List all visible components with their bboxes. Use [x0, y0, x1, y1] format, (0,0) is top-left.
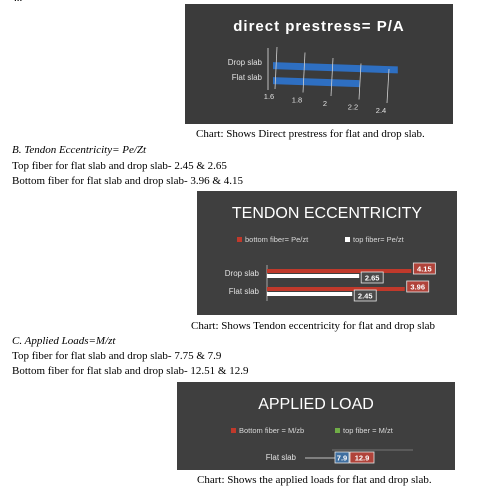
- legend-swatch: [231, 428, 236, 433]
- bar-drop-slab-bottom: [267, 269, 411, 273]
- legend-swatch: [345, 237, 350, 242]
- legend-label: top fiber= Pe/zt: [353, 235, 404, 244]
- section-c-heading: C. Applied Loads=M/zt: [12, 335, 116, 347]
- tendon-eccentricity-chart: [197, 191, 457, 315]
- section-b-line2: Bottom fiber for flat slab and drop slab- 3.96 & 4.15: [12, 175, 243, 187]
- data-label: 2.45: [357, 291, 373, 301]
- cut-off-text: [0, 0, 180, 6]
- bar-flat-slab-top: [267, 292, 352, 296]
- tick-label: 1.6: [263, 92, 275, 101]
- data-label: 4.15: [417, 264, 432, 274]
- bar-drop-slab-top: [267, 274, 359, 278]
- category-label: Flat slab: [228, 287, 259, 296]
- data-label: 2.65: [364, 273, 380, 283]
- legend-label: bottom fiber= Pe/zt: [245, 235, 309, 244]
- tick-label: 2.4: [375, 106, 387, 115]
- data-label: 12.9: [354, 453, 370, 463]
- legend-label: top fiber = M/zt: [343, 426, 393, 435]
- tick-label: 1.8: [291, 95, 303, 105]
- category-label: Drop slab: [227, 58, 262, 67]
- category-label: Flat slab: [231, 73, 262, 82]
- chart-title: TENDON ECCENTRICITY: [231, 205, 423, 222]
- direct-prestress-chart: [185, 4, 453, 124]
- section-c-line2: Bottom fiber for flat slab and drop slab- 12.51 & 12.9: [12, 365, 249, 377]
- data-label: 3.96: [410, 282, 426, 292]
- bar-flat-slab-bottom: [267, 287, 405, 291]
- legend-swatch: [237, 237, 242, 242]
- data-label: 7.9: [336, 453, 348, 463]
- legend-swatch: [335, 428, 340, 433]
- chart-title: direct prestress= P/A: [233, 18, 405, 35]
- legend-label: Bottom fiber = M/zb: [239, 426, 305, 435]
- caption-applied-load: Chart: Shows the applied loads for flat and drop slab.: [197, 474, 432, 486]
- caption-direct-prestress: Chart: Shows Direct prestress for flat and drop slab.: [196, 128, 425, 140]
- section-b-heading: B. Tendon Eccentricity= Pe/Zt: [12, 144, 147, 156]
- category-label: Drop slab: [224, 269, 259, 278]
- category-label: Flat slab: [265, 453, 296, 462]
- tick-label: 2: [322, 99, 328, 108]
- section-b-line1: Top fiber for flat slab and drop slab- 2.45 & 2.65: [12, 160, 227, 172]
- applied-load-chart: [177, 382, 455, 470]
- section-c-line1: Top fiber for flat slab and drop slab- 7.75 & 7.9: [12, 350, 222, 362]
- tick-label: 2.2: [347, 102, 359, 112]
- caption-tendon-eccentricity: Chart: Shows Tendon eccentricity for flat and drop slab: [191, 320, 436, 332]
- chart-title: APPLIED LOAD: [258, 396, 374, 413]
